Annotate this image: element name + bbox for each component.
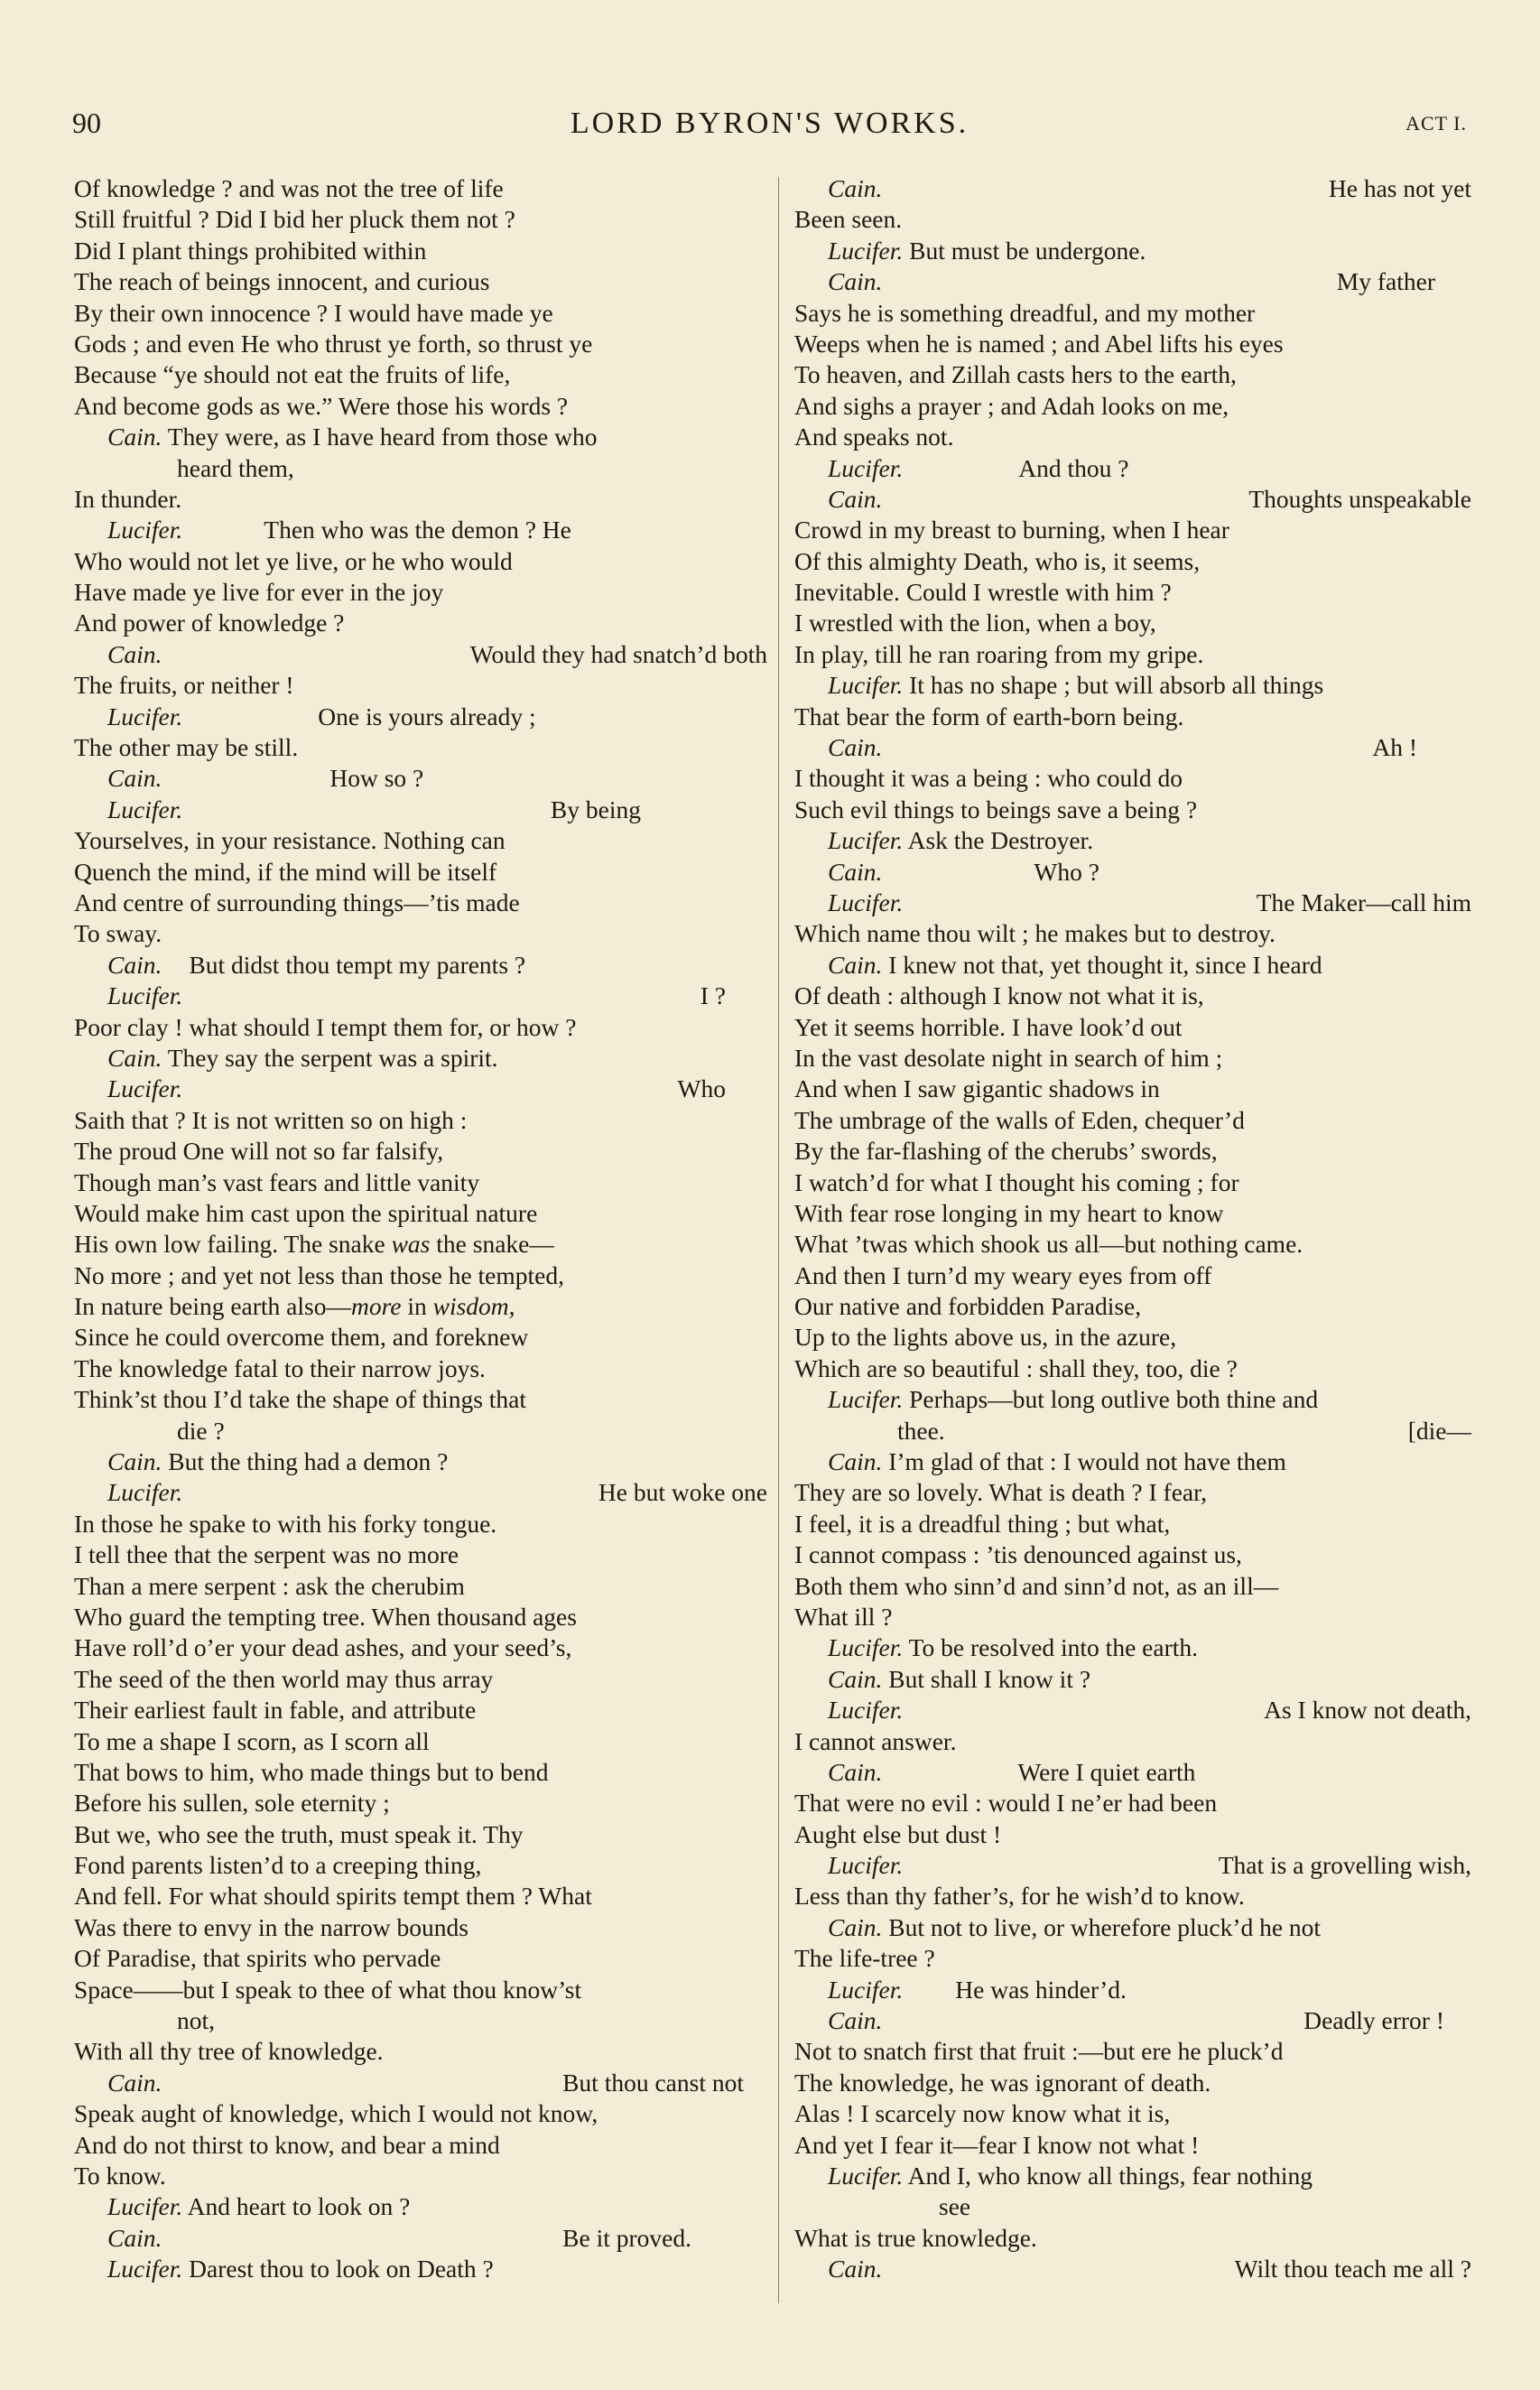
speech-line [794,266,1471,297]
speech-text: Deadly error ! [1303,2006,1444,2035]
text-line: Up to the lights above us, in the azure, [794,1323,1177,1352]
emphasis: wisdom, [432,1292,515,1321]
text-line: Before his sullen, sole eternity ; [74,1789,390,1818]
speech-text: Then who was the demon ? He [264,516,571,544]
speaker-name: Cain. [828,2006,883,2035]
text-line: Saith that ? It is not written so on high : [74,1105,468,1134]
speaker-name: Cain. [828,1664,883,1693]
text-line: Poor clay ! what should I tempt them for, or how ? [74,1012,577,1041]
speech-text: And thou ? [1018,453,1129,482]
running-title: LORD BYRON'S WORKS. [570,107,969,140]
text-line: I watch’d for what I thought his coming ; for [794,1167,1239,1196]
text-line: Which are so beautiful : shall they, too, die ? [794,1353,1238,1382]
speaker-name: Lucifer. [828,888,904,916]
text-line: Who guard the tempting tree. When thousand ages [74,1602,577,1631]
speech-line [74,763,767,794]
text-line: They are so lovely. What is death ? I fear, [794,1478,1208,1507]
speaker-name: Cain. [107,1043,162,1072]
text-line: The life-tree ? [794,1944,935,1973]
text-line: Speak aught of knowledge, which I would not know, [74,2099,598,2128]
text-line: By their own innocence ? I would have made ye [74,298,553,327]
speaker-name: Lucifer. [828,236,904,265]
text-line: Been seen. [794,205,903,234]
speaker-name: Lucifer. [828,671,904,700]
speech-line [794,484,1471,515]
text-line: I wrestled with the lion, when a boy, [794,609,1156,637]
speech-text: By being [550,795,641,823]
emphasis: was [391,1230,431,1259]
text-line: With all thy tree of knowledge. [74,2037,384,2066]
speech-line [794,670,1471,701]
speech-text: I ? [700,981,726,1010]
speech-line [794,732,1471,763]
speech-text: I knew not that, yet thought it, since I heard [888,950,1322,979]
speech-text: Were I quiet earth [1017,1757,1196,1786]
text-fragment: thee. [897,1416,945,1445]
speaker-name: Lucifer. [107,1478,183,1507]
speech-text: Perhaps—but long outlive both thine and [909,1385,1319,1414]
speech-text: But the thing had a demon ? [168,1447,449,1476]
speaker-name: Lucifer. [828,453,904,482]
text-line: I cannot compass : ’tis denounced against us, [794,1540,1242,1569]
text-line: Such evil things to beings save a being ? [794,795,1198,823]
speech-line [74,515,767,545]
text-line: In the vast desolate night in search of him ; [794,1043,1223,1072]
text-line: And centre of surrounding things—’tis made [74,888,520,916]
speech-line [794,1446,1471,1477]
text-line: I tell thee that the serpent was no more [74,1540,459,1569]
text-line: Space——but I speak to thee of what thou know’st [74,1975,582,2004]
text-line: By the far-flashing of the cherubs’ swords, [794,1137,1218,1166]
speech-text: They were, as I have heard from those who [167,423,598,451]
speech-text: He but woke one [598,1478,767,1507]
speech-line [794,2254,1471,2284]
text-line: Of knowledge ? and was not the tree of life [74,174,504,202]
speech-line [74,2223,767,2254]
speaker-name: Lucifer. [107,1074,183,1103]
text-line: The fruits, or neither ! [74,671,294,700]
speech-text: But shall I know it ? [888,1664,1091,1693]
right-column [794,173,1471,2285]
speech-line [794,1975,1471,2005]
speech-line [74,702,767,732]
speech-text: Be it proved. [562,2223,691,2252]
speech-line [794,1757,1471,1788]
text-line: The knowledge fatal to their narrow joys. [74,1353,486,1382]
text-line: To heaven, and Zillah casts hers to the earth, [794,360,1237,389]
text-line: And yet I fear it—fear I know not what ! [794,2130,1200,2159]
text-line: Yet it seems horrible. I have look’d out [794,1012,1183,1041]
page-number: 90 [72,107,101,139]
text-line: Who would not let ye live, or he who would [74,546,513,575]
text-line: Think’st thou I’d take the shape of things that [74,1385,527,1414]
page-header [72,107,1467,143]
text-line: Did I plant things prohibited within [74,236,427,265]
text-line: not, [177,2006,216,2035]
text-line: To sway. [74,919,162,948]
text-line: Because “ye should not eat the fruits of life, [74,360,511,389]
text-line: In those he spake to with his forky tongue. [74,1509,497,1538]
text-line: Less than thy father’s, for he wish’d to know. [794,1882,1245,1911]
speech-text: The Maker—call him [1256,888,1471,916]
speech-text: Thoughts unspeakable [1248,484,1471,513]
speech-line [74,2191,767,2222]
text-line: I thought it was a being : who could do [794,764,1183,793]
speech-text: It has no shape ; but will absorb all things [909,671,1324,700]
text-line: Says he is something dreadful, and my mother [794,298,1256,327]
text-line: I cannot answer. [794,1726,957,1755]
speaker-name: Lucifer. [828,1696,904,1725]
text-line: That bows to him, who made things but to bend [74,1757,549,1786]
speaker-name: Lucifer. [828,826,904,855]
speech-text: And heart to look on ? [187,2192,411,2221]
speaker-name: Cain. [107,2068,162,2097]
speaker-name: Lucifer. [107,2255,183,2283]
speaker-name: Cain. [828,1447,883,1476]
speaker-name: Lucifer. [107,981,183,1010]
text-line: What ’twas which shook us all—but nothing came. [794,1230,1303,1259]
text-line: Crowd in my breast to burning, when I hear [794,516,1229,544]
speech-text: Who ? [1034,857,1099,886]
speech-line [74,2254,767,2284]
speech-text: Ask the Destroyer. [907,826,1094,855]
text-line: And speaks not. [794,423,954,451]
speech-text: He was hinder’d. [955,1975,1127,2004]
text-line [74,1229,767,1260]
speaker-name: Lucifer. [828,2162,904,2190]
speaker-name: Cain. [828,2255,883,2283]
text-line: die ? [177,1416,225,1445]
speaker-name: Cain. [828,484,883,513]
speaker-name: Cain. [107,950,162,979]
speaker-name: Cain. [828,174,883,202]
text-line: With fear rose longing in my heart to know [794,1198,1224,1227]
text-line: Which name thou wilt ; he makes but to destroy. [794,919,1276,948]
text-line: And do not thirst to know, and bear a mind [74,2130,500,2159]
speech-line [74,1477,767,1508]
text-line: Of death : although I know not what it is, [794,981,1204,1010]
speech-line [74,2068,767,2098]
speech-line [794,1850,1471,1881]
text-line: And become gods as we.” Were those his words ? [74,391,569,420]
text-line: The reach of beings innocent, and curious [74,267,490,296]
speech-line [794,1912,1471,1943]
text-line: Quench the mind, if the mind will be itself [74,857,497,886]
speech-line [794,453,1471,484]
speech-text: But thou canst not [562,2068,744,2097]
speaker-name: Cain. [107,639,162,668]
speaker-name: Cain. [107,2223,162,2252]
speech-line [794,950,1471,981]
text-line: And power of knowledge ? [74,609,345,637]
speaker-name: Cain. [107,423,162,451]
text-line: Still fruitful ? Did I bid her pluck them not ? [74,205,515,234]
speech-line [794,236,1471,266]
text-line: Both them who sinn’d and sinn’d not, as an ill— [794,1571,1279,1600]
text-line: To me a shape I scorn, as I scorn all [74,1726,430,1755]
speech-line [794,2005,1471,2036]
speech-text: Darest thou to look on Death ? [189,2255,494,2283]
speech-line [794,2161,1471,2191]
speech-line [794,173,1471,204]
text-line: Of Paradise, that spirits who pervade [74,1944,441,1973]
speaker-name: Cain. [828,1912,883,1941]
speech-line [794,1695,1471,1725]
speech-text: Who [677,1074,726,1103]
speaker-name: Lucifer. [828,1851,904,1880]
speech-line [74,422,767,452]
speaker-name: Cain. [107,1447,162,1476]
speaker-name: Cain. [828,733,883,762]
text-line: Not to snatch first that fruit :—but ere he pluck’d [794,2037,1284,2066]
text-line: What is true knowledge. [794,2223,1037,2252]
speech-text: Ah ! [1372,733,1417,762]
text-line: The proud One will not so far falsify, [74,1137,444,1166]
text-line: No more ; and yet not less than those he tempted, [74,1260,565,1289]
text-line: Yourselves, in your resistance. Nothing can [74,826,506,855]
text-line: Aught else but dust ! [794,1819,1002,1848]
text-line: But we, who see the truth, must speak it. Thy [74,1819,524,1848]
text-line: That were no evil : would I ne’er had been [794,1789,1218,1818]
speech-line [74,1446,767,1477]
text-line: Fond parents listen’d to a creeping thing, [74,1851,482,1880]
emphasis: more [350,1292,402,1321]
text-line: Weeps when he is named ; and Abel lifts his eyes [794,329,1284,358]
speech-text: That is a grovelling wish, [1218,1851,1471,1880]
speech-text: Would they had snatch’d both [469,639,767,668]
text-line: Gods ; and even He who thrust ye forth, so thrust ye [74,329,593,358]
text-line: And fell. For what should spirits tempt them ? What [74,1882,592,1911]
text-line: That bear the form of earth-born being. [794,702,1184,730]
speech-text: But must be undergone. [909,236,1146,265]
text-line: Have roll’d o’er your dead ashes, and your seed’s, [74,1633,572,1662]
text-line: What ill ? [794,1602,893,1631]
speech-text: He has not yet [1328,174,1471,202]
speech-line [794,888,1471,918]
speech-text: And I, who know all things, fear nothing [907,2162,1313,2190]
speaker-name: Lucifer. [107,516,183,544]
speaker-name: Lucifer. [107,795,183,823]
speech-line [74,981,767,1011]
text-line: Have made ye live for ever in the joy [74,578,444,607]
speech-text: As I know not death, [1264,1696,1471,1725]
speaker-name: Lucifer. [107,2192,183,2221]
speaker-name: Lucifer. [828,1385,904,1414]
speech-line [74,795,767,825]
speech-text: To be resolved into the earth. [908,1633,1198,1662]
text-line: Would make him cast upon the spiritual nature [74,1198,538,1227]
turnover-note: [die— [1407,1416,1471,1445]
speech-text: My father [1336,267,1435,296]
speech-text: But not to live, or wherefore pluck’d he not [888,1912,1322,1941]
text-line: The umbrage of the walls of Eden, chequer’d [794,1105,1245,1134]
speech-text: They say the serpent was a spirit. [167,1043,498,1072]
speech-text: One is yours already ; [318,702,536,730]
text-line: I feel, it is a dreadful thing ; but what, [794,1509,1171,1538]
speech-text: I’m glad of that : I would not have them [888,1447,1286,1476]
text-fragment: in [401,1292,433,1321]
left-column [74,173,767,2285]
speaker-name: Cain. [828,1757,883,1786]
text-line: Alas ! I scarcely now know what it is, [794,2099,1171,2128]
text-line: And when I saw gigantic shadows in [794,1074,1160,1103]
text-line: And sighs a prayer ; and Adah looks on me, [794,391,1229,420]
speech-line [74,1074,767,1104]
speaker-name: Cain. [828,950,883,979]
speaker-name: Lucifer. [828,1633,904,1662]
speaker-name: Lucifer. [828,1975,904,2004]
text-line: The seed of the then world may thus array [74,1664,494,1693]
text-line: The knowledge, he was ignorant of death. [794,2068,1211,2097]
text-fragment: In nature being earth also— [74,1292,351,1321]
text-line: Their earliest fault in fable, and attribute [74,1696,477,1725]
text-line: The other may be still. [74,733,299,762]
speech-line [794,857,1471,888]
text-line: And then I turn’d my weary eyes from off [794,1260,1212,1289]
text-line: Though man’s vast fears and little vanity [74,1167,480,1196]
speech-line [74,639,767,670]
speech-line [74,1043,767,1074]
speaker-name: Cain. [828,267,883,296]
speech-line [794,1632,1471,1663]
text-line: Was there to envy in the narrow bounds [74,1912,468,1941]
section-label: ACT I. [1405,112,1467,135]
text-line: Inevitable. Could I wrestle with him ? [794,578,1172,607]
text-fragment: His own low failing. The snake [74,1230,392,1259]
column-divider [778,177,779,2303]
speech-text: How so ? [329,764,424,793]
text-line [74,1291,767,1322]
text-line: heard them, [177,453,294,482]
text-line: In thunder. [74,484,182,513]
text-line: Than a mere serpent : ask the cherubim [74,1571,465,1600]
text-line: In play, till he ran roaring from my gripe. [794,639,1204,668]
text-fragment: the snake— [430,1230,554,1259]
text-line: To know. [74,2162,166,2190]
speaker-name: Cain. [828,857,883,886]
text-line: Of this almighty Death, who is, it seems, [794,546,1201,575]
speech-text: Wilt thou teach me all ? [1234,2255,1471,2283]
speech-line [74,950,767,981]
text-line [794,1416,1471,1446]
speech-line [794,1384,1471,1415]
speech-text: But didst thou tempt my parents ? [189,950,526,979]
speaker-name: Lucifer. [107,702,183,730]
text-line: Our native and forbidden Paradise, [794,1292,1142,1321]
text-line: see [939,2192,971,2221]
speaker-name: Cain. [107,764,162,793]
speech-line [794,825,1471,856]
text-line: Since he could overcome them, and foreknew [74,1323,529,1352]
speech-line [794,1664,1471,1695]
